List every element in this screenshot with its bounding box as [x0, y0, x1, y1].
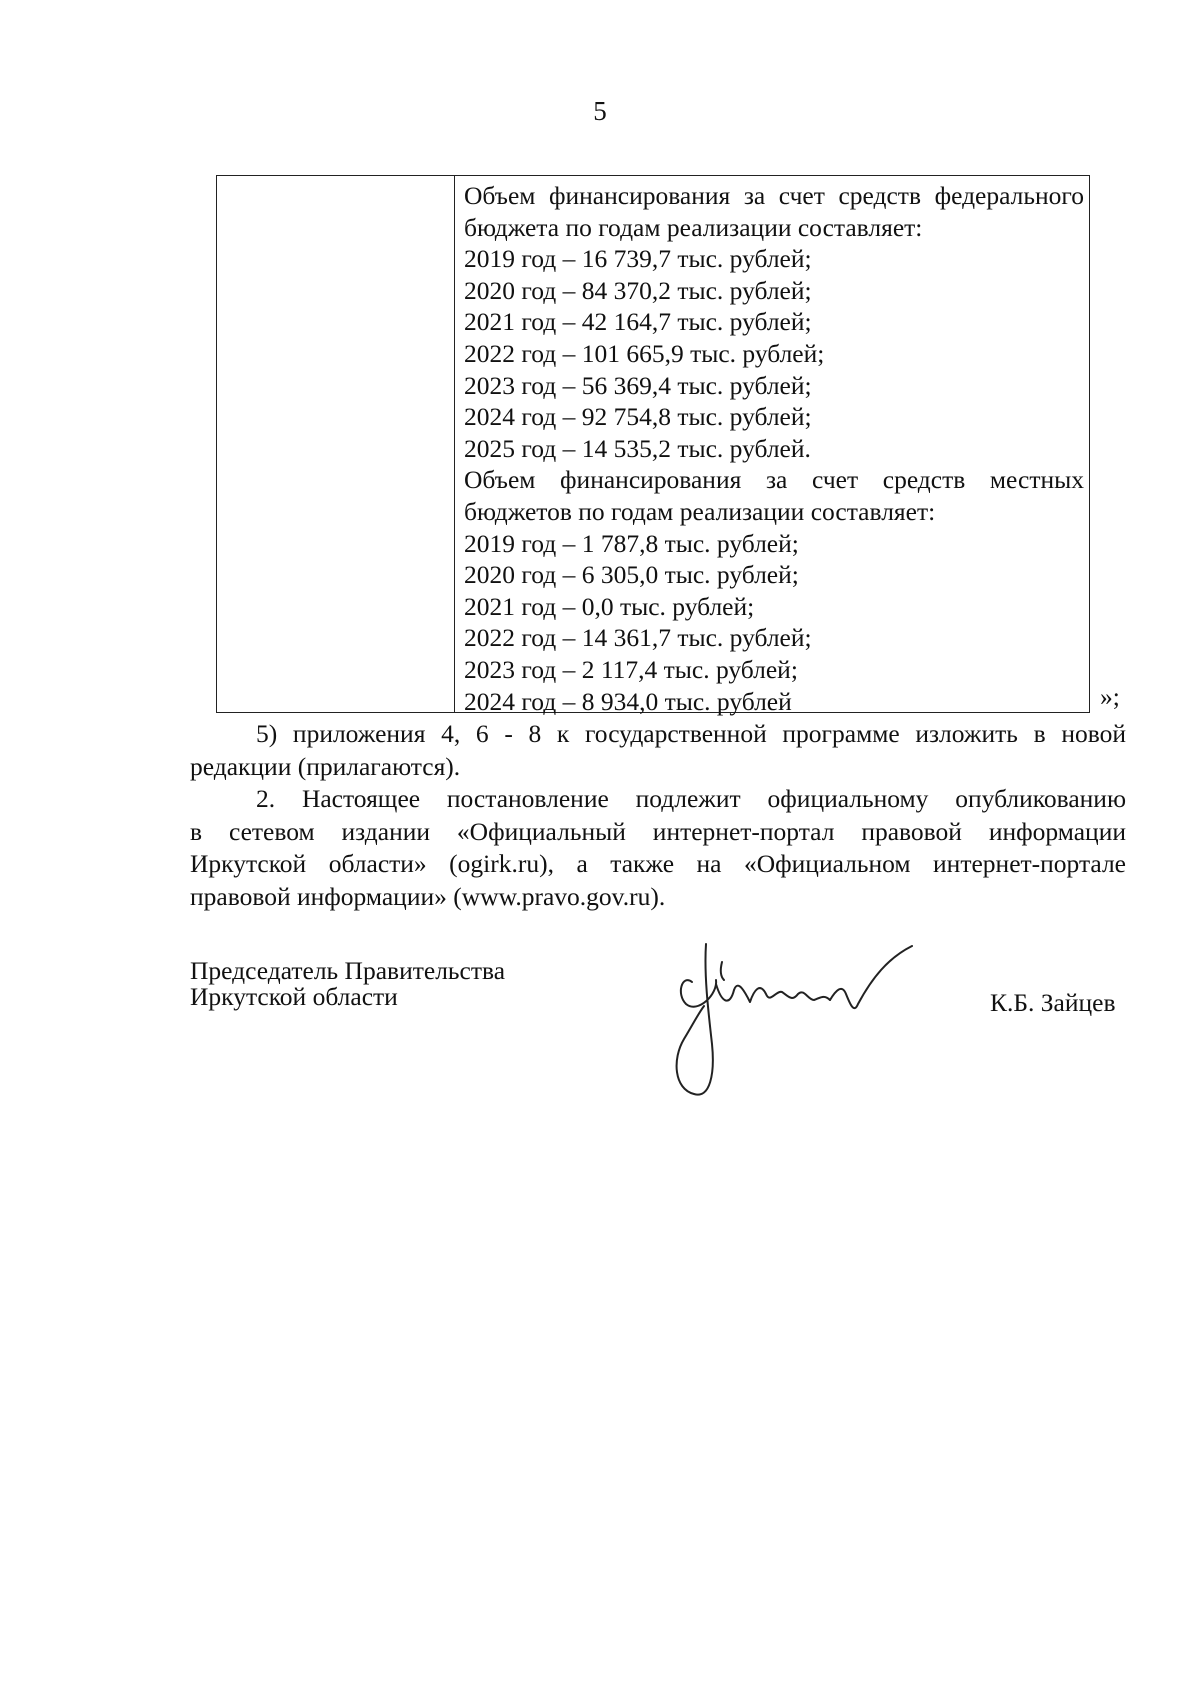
federal-intro-line: бюджета по годам реализации составляет:: [464, 212, 923, 242]
signatory-title: [190, 958, 505, 1010]
local-intro-line: бюджетов по годам реализации составляет:: [464, 496, 936, 526]
federal-year-line: 2020 год – 84 370,2 тыс. рублей;: [464, 275, 812, 305]
federal-year-line: 2024 год – 92 754,8 тыс. рублей;: [464, 402, 812, 432]
federal-year-line: 2022 год – 101 665,9 тыс. рублей;: [464, 338, 825, 368]
table-column-divider: [454, 176, 455, 712]
local-year-line: 2020 год – 6 305,0 тыс. рублей;: [464, 560, 799, 590]
local-year-line: 2023 год – 2 117,4 тыс. рублей;: [464, 654, 798, 684]
page-number: 5: [593, 96, 607, 126]
federal-year-line: 2019 год – 16 739,7 тыс. рублей;: [464, 244, 812, 274]
closing-quote: »;: [1100, 682, 1120, 711]
paragraph-5-line: редакции (прилагаются).: [190, 751, 461, 781]
funding-table: [216, 175, 1090, 716]
federal-year-line: 2023 год – 56 369,4 тыс. рублей;: [464, 370, 812, 400]
paragraph-2-line: правовой информации» (www.pravo.gov.ru).: [190, 881, 666, 911]
local-intro-line: Объем финансирования за счет средств местных: [464, 465, 1084, 495]
local-year-line: 2022 год – 14 361,7 тыс. рублей;: [464, 623, 812, 653]
federal-year-line: 2021 год – 42 164,7 тыс. рублей;: [464, 307, 812, 337]
funding-cell: [464, 180, 1084, 717]
signatory-name: К.Б. Зайцев: [990, 988, 1116, 1017]
paragraph-2-line: Иркутской области» (ogirk.ru), а также на «Официальном интернет-портале: [190, 849, 1126, 878]
federal-intro-line: Объем финансирования за счет средств федерального: [464, 181, 1084, 210]
local-year-line: 2024 год – 8 934,0 тыс. рублей: [464, 686, 792, 716]
paragraph-2-line: 2. Настоящее постановление подлежит официальному опубликованию: [256, 784, 1126, 813]
body-text: [190, 718, 1126, 913]
paragraph-2-line: в сетевом издании «Официальный интернет-портал правовой информации: [190, 816, 1126, 846]
handwritten-signature: [658, 934, 938, 1114]
federal-year-line: 2025 год – 14 535,2 тыс. рублей.: [464, 433, 811, 463]
paragraph-5-line: 5) приложения 4, 6 - 8 к государственной программе изложить в новой: [256, 719, 1126, 748]
local-year-line: 2019 год – 1 787,8 тыс. рублей;: [464, 528, 799, 558]
local-year-line: 2021 год – 0,0 тыс. рублей;: [464, 591, 755, 621]
signatory-title-line: Иркутской области: [190, 982, 398, 1011]
signatory-title-line: Председатель Правительства: [190, 956, 506, 985]
